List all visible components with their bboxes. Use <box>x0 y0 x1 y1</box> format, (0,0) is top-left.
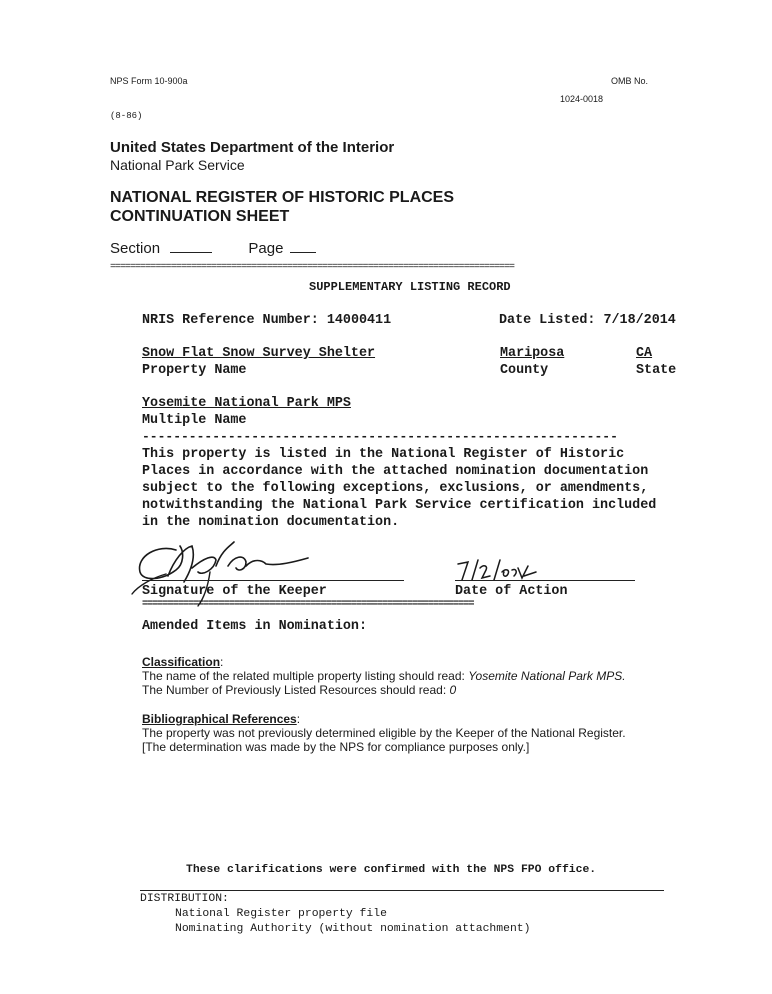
statement-line: Places in accordance with the attached nomination documentation <box>142 464 649 479</box>
multiple-name-value: Yosemite National Park MPS <box>142 396 351 411</box>
date-listed-value: 7/18/2014 <box>603 313 676 328</box>
property-name-value: Snow Flat Snow Survey Shelter <box>142 346 376 361</box>
date-listed-row <box>499 312 676 329</box>
bibliography-colon: : <box>296 712 301 726</box>
page-title <box>110 188 454 226</box>
distribution-label: DISTRIBUTION: <box>140 893 229 905</box>
record-heading: SUPPLEMENTARY LISTING RECORD <box>309 280 511 294</box>
county-value: Mariposa <box>500 346 565 361</box>
classification-line-1-prefix: The name of the related multiple property listing should read: <box>142 669 469 683</box>
nris-value: 14000411 <box>326 313 392 328</box>
section-blank <box>170 252 212 253</box>
classification-line-2-prefix: The Number of Previously Listed Resources should read: <box>142 683 450 697</box>
page-blank <box>290 252 316 253</box>
statement-line: This property is listed in the National Register of Historic <box>142 447 625 462</box>
nris-row <box>142 312 391 329</box>
page-label: Page <box>248 240 284 257</box>
action-date-label: Date of Action <box>455 584 568 599</box>
header-separator: ================================================================================ <box>110 262 515 273</box>
section-page-row <box>110 240 316 257</box>
section-label: Section <box>110 240 161 257</box>
statement-line: subject to the following exceptions, exclusions, or amendments, <box>142 481 649 496</box>
statement <box>142 446 656 531</box>
state-label: State <box>636 363 677 378</box>
double-divider: ================================================================= <box>142 600 474 610</box>
distribution-item: National Register property file <box>175 908 387 920</box>
classification-line-1-value: Yosemite National Park MPS. <box>468 669 626 683</box>
signature-label: Signature of the Keeper <box>142 584 327 599</box>
bibliography-line-2: [The determination was made by the NPS for compliance purposes only.] <box>142 740 530 754</box>
distribution-item: Nominating Authority (without nomination attachment) <box>175 923 531 935</box>
statement-line: notwithstanding the National Park Service certification included <box>142 498 657 513</box>
classification-heading: Classification <box>142 655 221 669</box>
action-date-line <box>455 580 635 581</box>
distribution-rule <box>140 890 664 891</box>
form-number: NPS Form 10-900a <box>110 76 188 86</box>
classification-block <box>142 655 702 697</box>
distribution-block <box>140 892 530 937</box>
classification-line-2-value: 0 <box>449 683 457 697</box>
omb-label: OMB No. <box>611 76 649 86</box>
amended-items-label: Amended Items in Nomination: <box>142 619 367 634</box>
title-line-1: NATIONAL REGISTER OF HISTORIC PLACES <box>110 189 455 206</box>
service-name: National Park Service <box>110 157 245 173</box>
property-name-label: Property Name <box>142 363 247 378</box>
dash-divider: ------------------------------------------------------------- <box>142 429 618 444</box>
title-line-2: CONTINUATION SHEET <box>110 208 290 225</box>
department-name: United States Department of the Interior <box>110 139 395 156</box>
bibliography-heading: Bibliographical References <box>142 712 297 726</box>
multiple-name-label: Multiple Name <box>142 413 247 428</box>
statement-line: in the nomination documentation. <box>142 515 400 530</box>
signature-line <box>142 580 404 581</box>
bibliography-line-1: The property was not previously determined eligible by the Keeper of the National Register. <box>142 726 626 740</box>
state-value: CA <box>636 346 653 361</box>
nris-label: NRIS Reference Number: <box>142 313 319 328</box>
bibliography-block <box>142 712 702 754</box>
date-listed-label: Date Listed: <box>499 313 596 328</box>
clarification-note: These clarifications were confirmed with the NPS FPO office. <box>186 864 597 876</box>
county-label: County <box>500 363 549 378</box>
classification-colon: : <box>220 655 224 669</box>
omb-number: 1024-0018 <box>560 94 604 104</box>
form-date: (8-86) <box>110 111 143 121</box>
